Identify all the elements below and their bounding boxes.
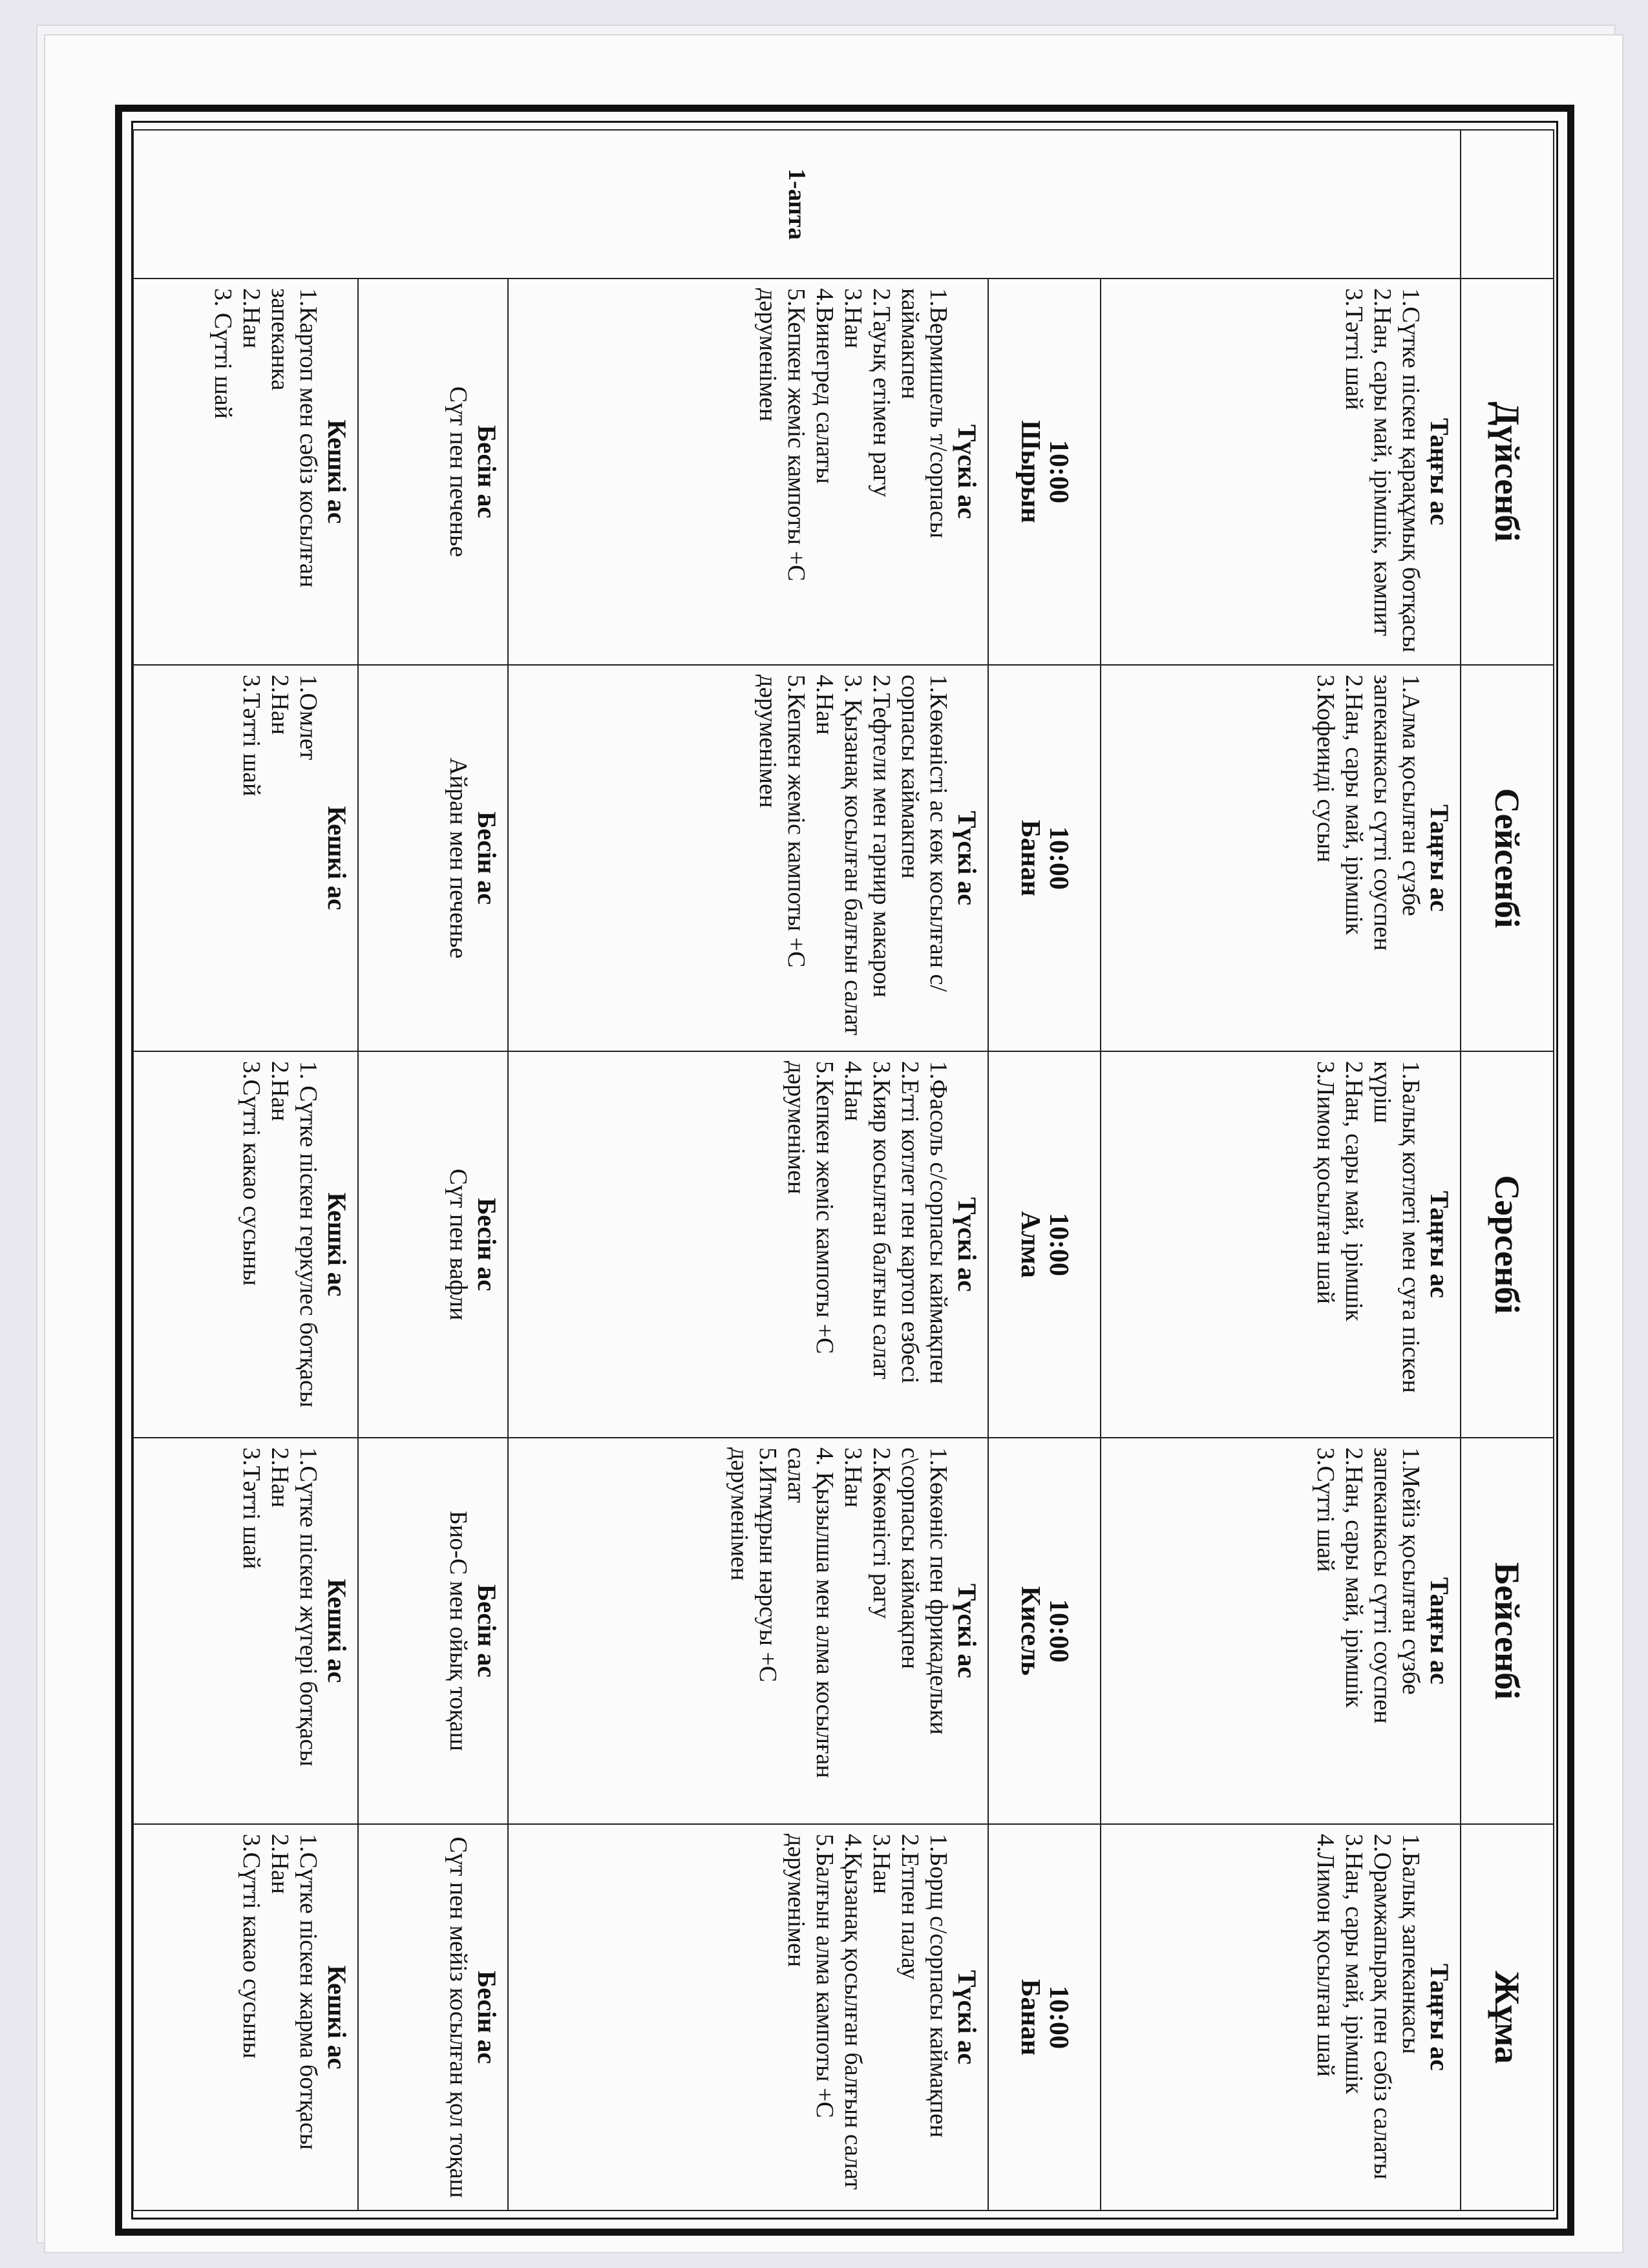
snack-cell <box>988 1051 1101 1438</box>
menu-item: 2.Тефтели мен гарнир макарон <box>867 675 895 998</box>
menu-item: 1.Сүтке піскен жүгері ботқасы <box>295 1447 322 1767</box>
snack-name: Шырын <box>1015 420 1045 523</box>
meal-title: Кешкі ас <box>322 1965 352 2070</box>
breakfast-cell <box>1101 1438 1461 1824</box>
week-label: 1-апта <box>133 130 1461 278</box>
menu-item: 1.Көкөністі ас көк косылған с/сорпасы каймакпен <box>896 675 952 992</box>
menu-item: 2.Нан, сары май, ірімшік, кәмпит <box>1369 288 1396 636</box>
menu-item: 4.Қызанақ қосылған балғын салат <box>839 1834 867 2190</box>
snack-row <box>988 130 1101 2210</box>
snack-cell <box>988 665 1101 1051</box>
menu-item: 3.Сүтті шай <box>1312 1447 1339 1572</box>
afternoon-cell <box>358 278 508 665</box>
menu-item: 3.Сүтті какао сусыны <box>238 1061 266 1286</box>
snack-name: Алма <box>1015 1211 1045 1278</box>
menu-item: 5.Кепкен жеміс кампоты +С дәруменімен <box>754 675 810 968</box>
menu-item: 3.Тәтті шай <box>238 675 266 797</box>
afternoon-cell <box>358 1824 508 2210</box>
snack-cell <box>988 278 1101 665</box>
menu-item: 5.Балғын алма кампоты +С дәруменімен <box>782 1834 838 2118</box>
lunch-cell <box>508 278 988 665</box>
menu-item: 4.Нан <box>810 675 838 735</box>
afternoon-cell <box>358 1051 508 1438</box>
afternoon-cell <box>358 1438 508 1824</box>
snack-time: 10:00 <box>1043 826 1073 890</box>
menu-item: 3.Нан, сары май, ірімшік <box>1340 1834 1368 2094</box>
breakfast-cell <box>1101 1824 1461 2210</box>
day-wednesday: Сәрсенбі <box>1461 1051 1554 1438</box>
lunch-cell <box>508 1824 988 2210</box>
meal-title: Түскі ас <box>952 1583 982 1679</box>
menu-item: 3. Қызанақ косылған балғын салат <box>839 675 867 1036</box>
meal-title: Түскі ас <box>952 1969 982 2065</box>
meal-title: Кешкі ас <box>322 1579 352 1683</box>
menu-item: Био-С мен ойық тоқаш <box>445 1511 472 1751</box>
meal-title: Кешкі ас <box>322 419 352 524</box>
breakfast-cell <box>1101 1051 1461 1438</box>
dinner-row <box>133 130 358 2210</box>
menu-item: 2.Нан, сары май, ірімшік <box>1340 1061 1368 1321</box>
day-thursday: Бейсенбі <box>1461 1438 1554 1824</box>
meal-title: Таңғы ас <box>1425 1191 1454 1298</box>
menu-item: 2.Нан <box>238 288 266 349</box>
menu-item: 4. Қызылша мен алма косылған салат <box>782 1447 838 1778</box>
menu-item: 1.Омлет <box>295 675 322 761</box>
lunch-cell <box>508 665 988 1051</box>
menu-item: Сүт пен печенье <box>445 386 472 558</box>
lunch-cell <box>508 1438 988 1824</box>
snack-time: 10:00 <box>1043 1986 1073 2049</box>
menu-item: 1.Балық запеканкасы <box>1397 1834 1424 2054</box>
menu-item: 4.Лимон қосылған шай <box>1312 1834 1339 2077</box>
meal-title: Кешкі ас <box>322 1192 352 1297</box>
meal-title: Бесін ас <box>472 425 502 519</box>
menu-item: 1.Сүтке піскен жарма ботқасы <box>295 1834 322 2150</box>
snack-name: Банан <box>1015 819 1045 897</box>
menu-item: 2.Етпен палау <box>896 1834 924 1980</box>
menu-item: 2.Нан <box>266 675 294 735</box>
menu-item: 3.Кияр косылған балғын салат <box>867 1061 895 1380</box>
menu-item: 5.Кепкен жеміс кампоты +С дәруменімен <box>782 1061 838 1354</box>
day-monday: Дүйсенбі <box>1461 278 1554 665</box>
lunch-row <box>508 130 988 2210</box>
days-header-row <box>1461 130 1554 2210</box>
menu-item: 2.Нан <box>266 1447 294 1508</box>
menu-item: 2.Көкөністі рагу <box>867 1447 895 1619</box>
menu-item: 3. Сүтті шай <box>209 288 237 419</box>
lunch-cell <box>508 1051 988 1438</box>
menu-item: 1.Сүтке піскен қарақұмық ботқасы <box>1397 288 1424 653</box>
menu-item: 4.Винегред салаты <box>810 288 838 484</box>
meal-title: Таңғы ас <box>1425 1577 1454 1685</box>
menu-item: 1.Балық котлеті мен суға піскен күріш <box>1369 1061 1424 1393</box>
meal-title: Түскі ас <box>952 1197 982 1292</box>
menu-item: Айран мен печенье <box>445 757 472 959</box>
dinner-cell <box>133 278 358 665</box>
menu-item: 3.Нан <box>839 288 867 349</box>
weekly-menu-table <box>132 129 1554 2211</box>
menu-item: 3.Сүтті какао сусыны <box>238 1834 266 2059</box>
breakfast-cell <box>1101 278 1461 665</box>
meal-title: Түскі ас <box>952 810 982 906</box>
menu-item: Сүт пен мейіз косылған қол тоқаш <box>445 1836 472 2198</box>
week-header-empty <box>1461 130 1554 278</box>
menu-item: Сүт пен вафли <box>445 1168 472 1321</box>
menu-item: 3.Нан <box>867 1834 895 1895</box>
meal-title: Таңғы ас <box>1425 418 1454 525</box>
menu-item: 4.Нан <box>839 1061 867 1122</box>
menu-item: 3.Тәтті шай <box>1340 288 1368 410</box>
afternoon-snack-row <box>358 130 508 2210</box>
snack-name: Кисель <box>1015 1586 1045 1676</box>
meal-title: Таңғы ас <box>1425 804 1454 912</box>
menu-item: 3.Лимон қосылған шай <box>1312 1061 1339 1305</box>
menu-item: 3.Кофеинді сусын <box>1312 675 1339 863</box>
dinner-cell <box>133 1438 358 1824</box>
dinner-cell <box>133 1051 358 1438</box>
menu-item: 3.Тәтті шай <box>238 1447 266 1570</box>
snack-cell <box>988 1438 1101 1824</box>
menu-item: 2.Нан <box>266 1061 294 1122</box>
menu-item: 1. Сүтке піскен геркулес ботқасы <box>295 1061 322 1408</box>
meal-title: Бесін ас <box>472 1584 502 1678</box>
meal-title: Таңғы ас <box>1425 1964 1454 2071</box>
menu-item: 2.Етті котлет пен картоп езбесі <box>896 1061 924 1384</box>
snack-time: 10:00 <box>1043 1599 1073 1663</box>
rotated-menu-container <box>132 129 1554 2210</box>
snack-name: Банан <box>1015 1979 1045 2056</box>
menu-item: 1.Фасоль с/сорпасы каймақпен <box>924 1061 952 1384</box>
menu-item: 5.Кепкен жеміс кампоты +С дәруменімен <box>754 288 810 582</box>
menu-item: 5.Итмұрын нәрсуы +С дәруменімен <box>725 1447 781 1683</box>
meal-title: Бесін ас <box>472 811 502 905</box>
day-tuesday: Сейсенбі <box>1461 665 1554 1051</box>
menu-item: 2.Тауық етімен рагу <box>867 288 895 498</box>
menu-item: 1.Картоп мен сәбіз косылған запеканка <box>266 288 322 588</box>
menu-item: 1.Көкөніс пен фрикадельки с\сорпасы каймақпен <box>896 1447 952 1735</box>
menu-item: 2.Нан, сары май, ірімшік <box>1340 675 1368 935</box>
menu-item: 1.Мейіз қосылған сүзбе запеканкасы сүтті соуспен <box>1369 1447 1424 1724</box>
breakfast-cell <box>1101 665 1461 1051</box>
meal-title: Бесін ас <box>472 1970 502 2064</box>
snack-time: 10:00 <box>1043 440 1073 503</box>
day-friday: Жұма <box>1461 1824 1554 2210</box>
dinner-cell <box>133 1824 358 2210</box>
dinner-cell <box>133 665 358 1051</box>
menu-item: 3.Нан <box>839 1447 867 1508</box>
meal-title: Бесін ас <box>472 1197 502 1292</box>
meal-title: Түскі ас <box>952 424 982 520</box>
snack-cell <box>988 1824 1101 2210</box>
afternoon-cell <box>358 665 508 1051</box>
menu-item: 2.Орамжапырақ пен сәбіз салаты <box>1369 1834 1396 2179</box>
meal-title: Кешкі ас <box>322 806 352 910</box>
menu-item: 1.Алма қосылған сүзбе запеканкасы сүтті соуспен <box>1369 675 1424 951</box>
menu-item: 2.Нан, сары май, ірімшік <box>1340 1447 1368 1708</box>
menu-item: 2.Нан <box>266 1834 294 1895</box>
snack-time: 10:00 <box>1043 1213 1073 1276</box>
menu-item: 1.Борщ с/сорпасы каймақпен <box>924 1834 952 2138</box>
breakfast-row <box>1101 130 1461 2210</box>
menu-item: 1.Вермишель т/сорпасы каймакпен <box>896 288 952 539</box>
